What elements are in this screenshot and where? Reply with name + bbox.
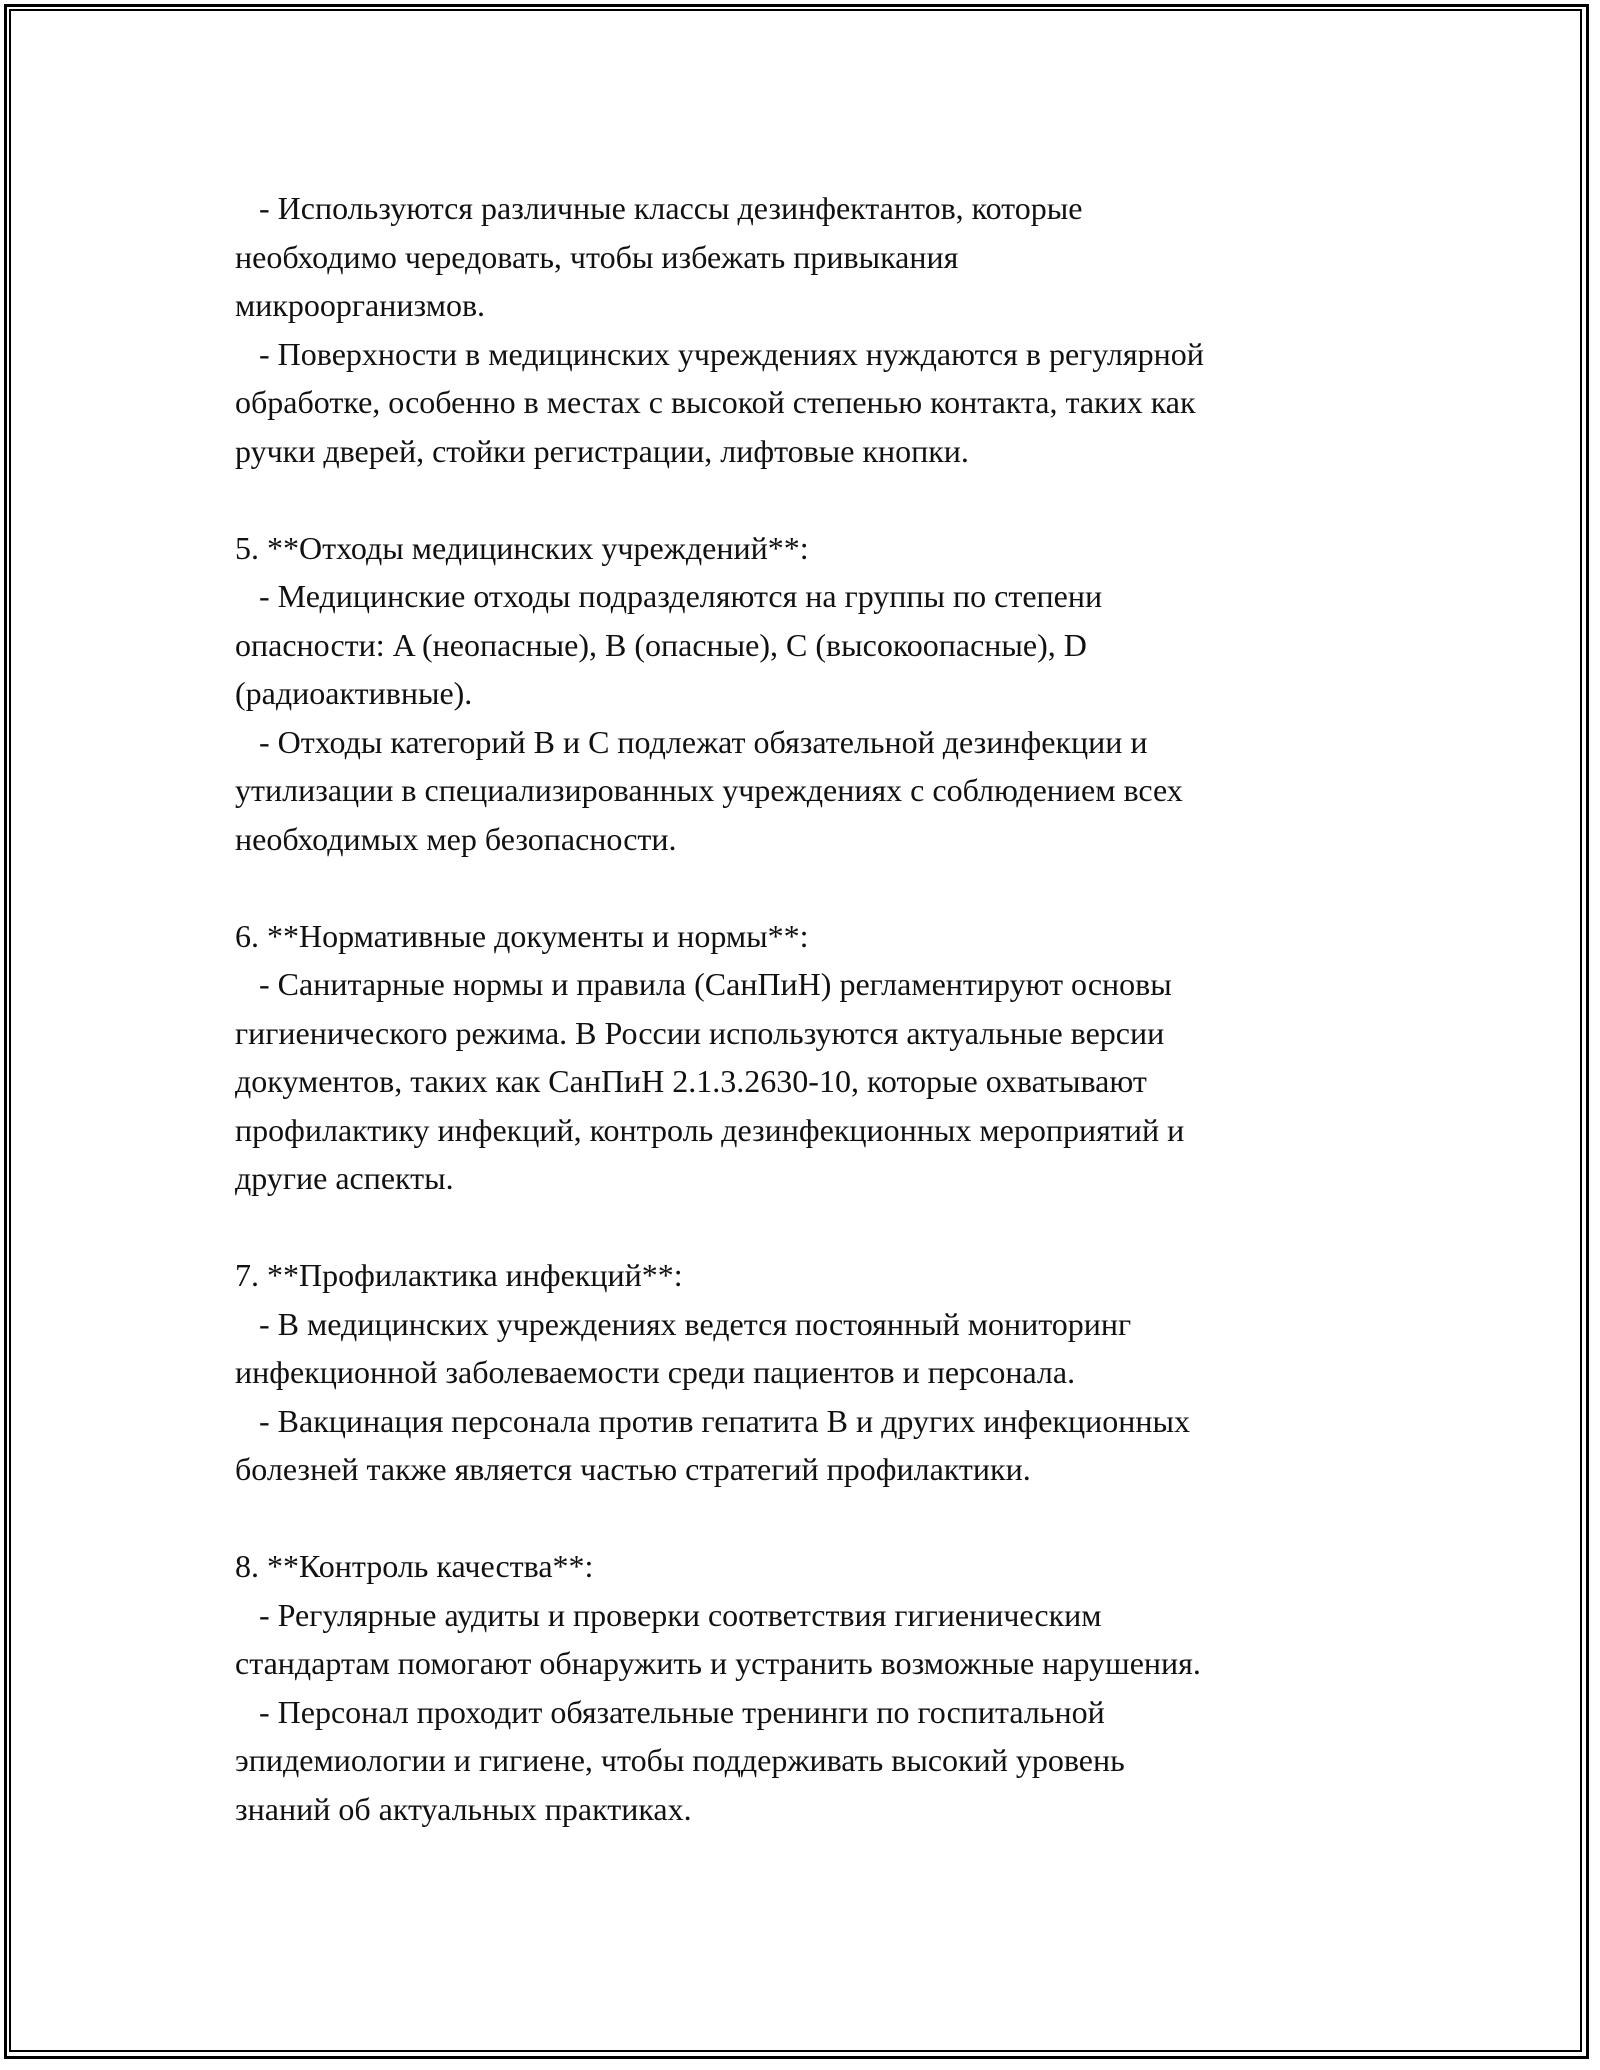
text-line: стандартам помогают обнаружить и устранить возможные нарушения. bbox=[235, 1645, 1201, 1681]
text-line: обработке, особенно в местах с высокой степенью контакта, таких как bbox=[235, 384, 1196, 420]
paragraph-gap bbox=[235, 1203, 1395, 1252]
text-line: другие аспекты. bbox=[235, 1160, 454, 1196]
text-line: необходимых мер безопасности. bbox=[235, 820, 677, 857]
text-line: - Регулярные аудиты и проверки соответствия гигиеническим bbox=[235, 1596, 1102, 1633]
text-line: утилизации в специализированных учреждениях с соблюдением всех bbox=[235, 772, 1183, 808]
text-line: эпидемиологии и гигиене, чтобы поддерживать высокий уровень bbox=[235, 1742, 1125, 1778]
section-heading: 8. **Контроль качества**: bbox=[235, 1548, 594, 1584]
section-heading: 5. **Отходы медицинских учреждений**: bbox=[235, 529, 809, 566]
text-line: профилактику инфекций, контроль дезинфекционных мероприятий и bbox=[235, 1111, 1185, 1148]
text-line: инфекционной заболеваемости среди пациентов и персонала. bbox=[235, 1354, 1076, 1390]
text-line: опасности: A (неопасные), B (опасные), C (высокоопасные), D bbox=[235, 626, 1087, 663]
text-line: ручки дверей, стойки регистрации, лифтовые кнопки. bbox=[235, 432, 969, 469]
text-line: необходимо чередовать, чтобы избежать привыкания bbox=[235, 238, 959, 275]
text-line: гигиенического режима. В России используются актуальные версии bbox=[235, 1014, 1165, 1051]
text-line: - В медицинских учреждениях ведется постоянный мониторинг bbox=[235, 1305, 1132, 1342]
text-line: - Отходы категорий B и C подлежат обязательной дезинфекции и bbox=[235, 723, 1148, 760]
document-body bbox=[235, 184, 1395, 1833]
text-line: - Вакцинация персонала против гепатита B и других инфекционных bbox=[235, 1402, 1190, 1439]
text-line: - Персонал проходит обязательные тренинги по госпитальной bbox=[235, 1693, 1105, 1730]
text-line: микроорганизмов. bbox=[235, 287, 486, 323]
paragraph-gap bbox=[235, 863, 1395, 912]
section-heading: 6. **Нормативные документы и нормы**: bbox=[235, 917, 809, 954]
text-line: - Медицинские отходы подразделяются на группы по степени bbox=[235, 578, 1103, 614]
text-line: (радиоактивные). bbox=[235, 675, 473, 711]
paragraph-gap bbox=[235, 475, 1395, 524]
text-line: знаний об актуальных практиках. bbox=[235, 1790, 692, 1827]
text-line: - Поверхности в медицинских учреждениях нуждаются в регулярной bbox=[235, 335, 1204, 372]
text-line: - Используются различные классы дезинфектантов, которые bbox=[235, 190, 1083, 226]
text-line: болезней также является частью стратегий профилактики. bbox=[235, 1451, 1031, 1487]
section-heading: 7. **Профилактика инфекций**: bbox=[235, 1257, 683, 1293]
paragraph-gap bbox=[235, 1494, 1395, 1543]
text-line: документов, таких как СанПиН 2.1.3.2630-10, которые охватывают bbox=[235, 1063, 1147, 1099]
text-line: - Санитарные нормы и правила (СанПиН) регламентируют основы bbox=[235, 966, 1172, 1002]
